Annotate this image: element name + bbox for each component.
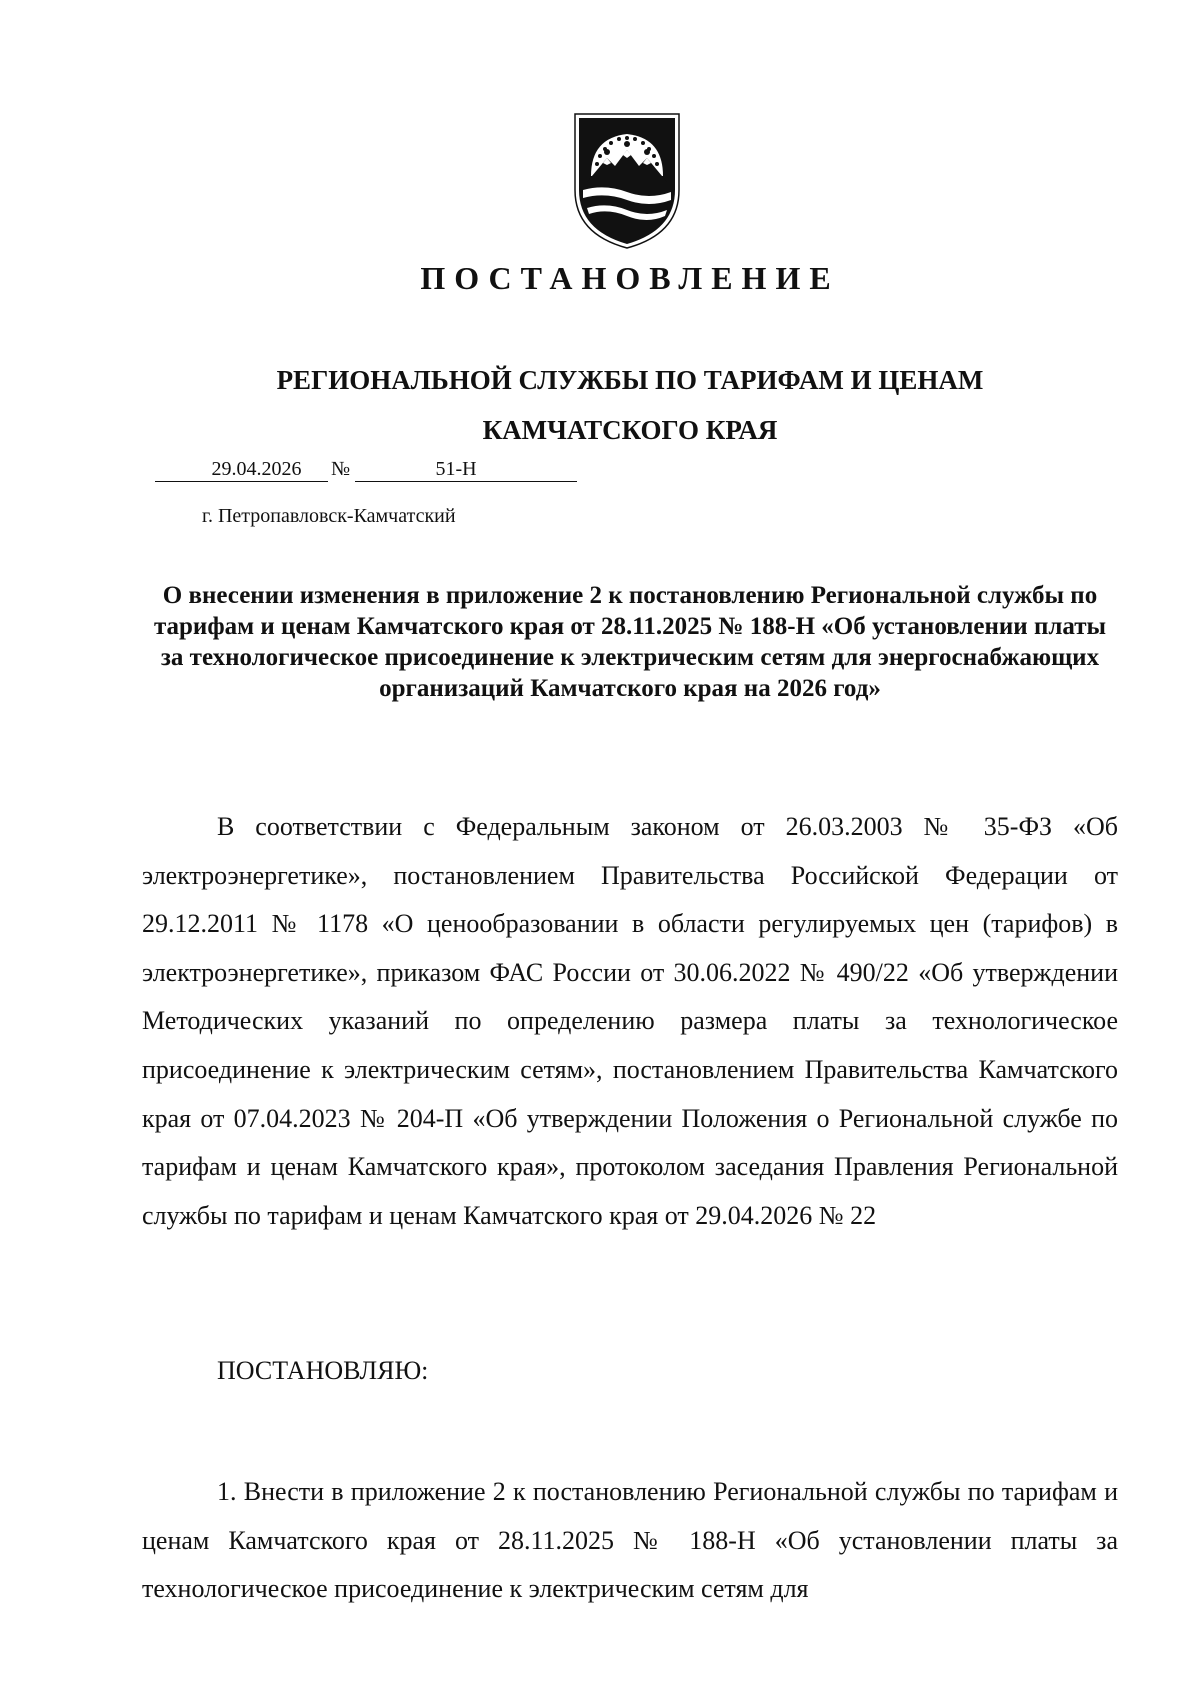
number-sign: № bbox=[331, 458, 351, 480]
document-number: 51-Н bbox=[355, 458, 577, 482]
city-name: г. Петропавловск-Камчатский bbox=[202, 505, 456, 527]
document-subject: О внесении изменения в приложение 2 к постановлению Региональной службы по тарифам и ценам Камчатского края от 28.11.2025 № 188-Н «Об установлении платы за технологическое присоединение к электрическим сетям для энергоснабжающих организаций Камчатского края на 2026 год» bbox=[153, 582, 1107, 702]
preamble-paragraph: В соответствии с Федеральным законом от 26.03.2003 № 35-ФЗ «Об электроэнергетике», постановлением Правительства Российской Федерации от 29.12.2011 № 1178 «О ценообразовании в области регулируемых цен (тарифов) в электроэнергетике», приказом ФАС России от 30.06.2022 № 490/22 «Об утверждении Методических указаний по определению размера платы за технологическое присоединение к электрическим сетям», постановлением Правительства Камчатского края от 07.04.2023 № 204-П «Об утверждении Положения о Региональной службе по тарифам и ценам Камчатского края», протоколом заседания Правления Региональной службы по тарифам и ценам Камчатского края от 29.04.2026 № 22 bbox=[142, 812, 1118, 1230]
document-date: 29.04.2026 bbox=[155, 458, 328, 482]
resolve-heading: ПОСТАНОВЛЯЮ: bbox=[217, 1356, 429, 1385]
document-type-title: ПОСТАНОВЛЕНИЕ bbox=[420, 260, 840, 296]
item-1-paragraph: 1. Внести в приложение 2 к постановлению Региональной службы по тарифам и ценам Камчатского края от 28.11.2025 № 188-Н «Об установлении платы за технологическое присоединение к электрическим сетям для bbox=[142, 1477, 1118, 1604]
agency-name-line1: РЕГИОНАЛЬНОЙ СЛУЖБЫ ПО ТАРИФАМ И ЦЕНАМ bbox=[276, 365, 984, 395]
agency-name-line2: КАМЧАТСКОГО КРАЯ bbox=[482, 415, 778, 445]
kamchatka-coat-of-arms-icon bbox=[573, 112, 681, 250]
